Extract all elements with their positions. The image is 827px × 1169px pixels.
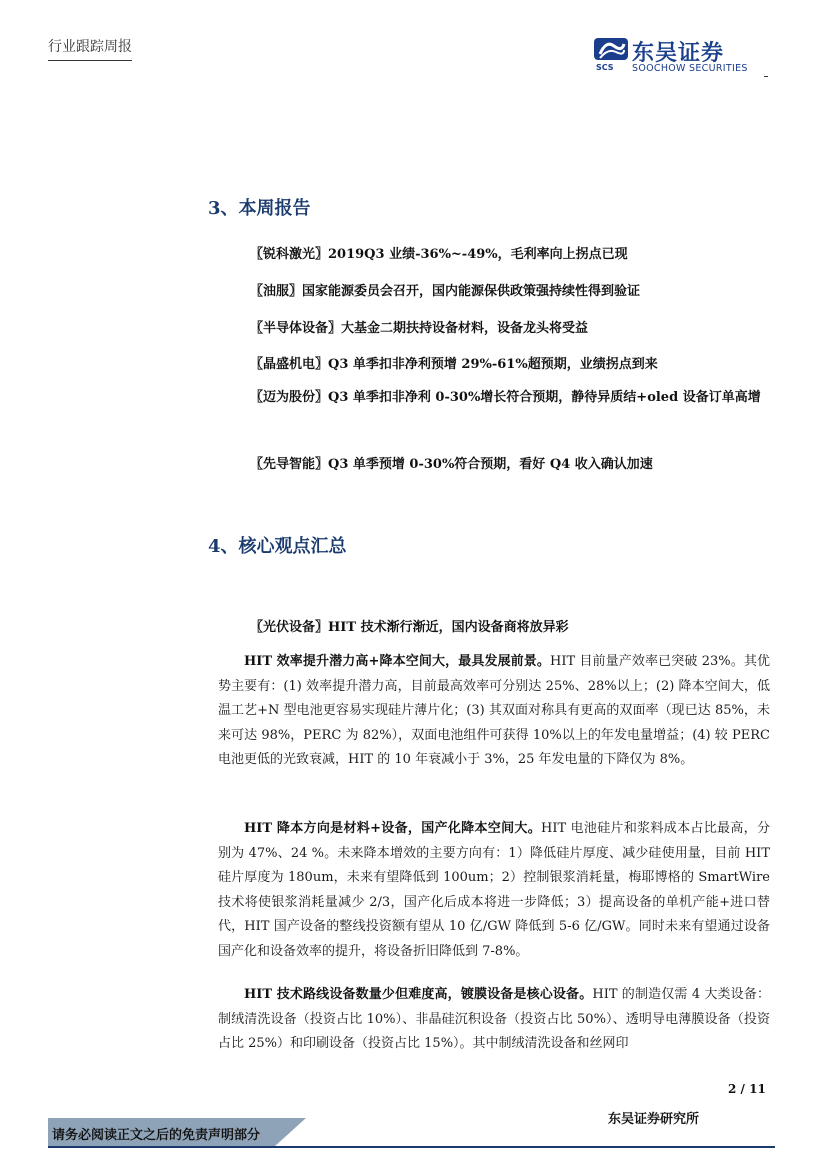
disclaimer-notice: 请务必阅读正文之后的免责声明部分	[52, 1128, 261, 1143]
report-type-label: 行业跟踪周报	[48, 36, 132, 61]
report-item: 〖锐科激光〗2019Q3 业绩-36%~-49%，毛利率向上拐点已现	[250, 247, 628, 262]
report-item: 〖迈为股份〗Q3 单季扣非净利 0-30%增长符合预期，静待异质结+oled 设备订单高增	[250, 390, 761, 405]
paragraph-body: HIT 电池硅片和浆料成本占比最高，分别为 47%、24 %。未来降本增效的主要方向有：1）降低硅片厚度、减少硅使用量，目前 HIT 硅片厚度为 180um，未来有望降低到 100um；2）控制银浆消耗量，梅耶博格的 SmartWire 技术将使银浆消耗量减少 2/3，国产化后成本将进一步降低；3）提高设备的单机产能+进口替代，HIT 国产设备的整线投资额有望从 10 亿/GW 降低到 5-6 亿/GW。同时未来有望通过设备国产化和设备效率的提升，将设备折旧降低到 7-8%。	[218, 821, 770, 959]
section-3-title: 3、本周报告	[208, 198, 311, 219]
paragraph	[218, 650, 770, 773]
scs-logo-icon	[594, 36, 628, 62]
paragraph	[218, 983, 770, 1057]
report-item: 〖油服〗国家能源委员会召开，国内能源保供政策强持续性得到验证	[250, 284, 641, 299]
section-4-title: 4、核心观点汇总	[208, 536, 347, 557]
paragraph	[218, 817, 770, 964]
logo-english-name: SOOCHOW SECURITIES	[632, 63, 748, 74]
page-number: 2 / 11	[728, 1082, 766, 1096]
footer-divider	[48, 1146, 775, 1148]
paragraph-lead: HIT 效率提升潜力高+降本空间大，最具发展前景。	[244, 654, 551, 669]
header-divider	[764, 76, 768, 77]
paragraph-lead: HIT 技术路线设备数量少但难度高，镀膜设备是核心设备。	[244, 987, 593, 1002]
section-4-subtitle: 〖光伏设备〗HIT 技术渐行渐近，国内设备商将放异彩	[250, 620, 569, 635]
report-item: 〖晶盛机电〗Q3 单季扣非净利预增 29%-61%超预期，业绩拐点到来	[250, 357, 658, 372]
logo-chinese-name: 东吴证券	[632, 41, 725, 66]
company-logo	[594, 36, 774, 76]
paragraph-body: HIT 目前量产效率已突破 23%。其优势主要有：(1) 效率提升潜力高，目前最高效率可分别达 25%、28%以上；(2) 降本空间大，低温工艺+N 型电池更容易实现硅片薄片化；(3) 其双面对称具有更高的双面率（现已达 85%，未来可达 98%，PERC 为 82%），双面电池组件可获得 10%以上的年发电量增益；(4) 较 PERC 电池更低的光致衰减，HIT 的 10 年衰减小于 3%，25 年发电量的下降仅为 8%。	[218, 654, 770, 767]
paragraph-lead: HIT 降本方向是材料+设备，国产化降本空间大。	[244, 821, 542, 836]
paragraph-body: HIT 的制造仅需 4 大类设备：制绒清洗设备（投资占比 10%）、非晶硅沉积设备（投资占比 50%）、透明导电薄膜设备（投资占比 25%）和印刷设备（投资占比 15%）。其中制绒清洗设备和丝网印	[218, 987, 770, 1051]
report-item: 〖半导体设备〗大基金二期扶持设备材料，设备龙头将受益	[250, 321, 589, 336]
report-item: 〖先导智能〗Q3 单季预增 0-30%符合预期，看好 Q4 收入确认加速	[250, 457, 653, 472]
logo-abbreviation: SCS	[596, 63, 614, 72]
institute-name: 东吴证券研究所	[608, 1112, 700, 1127]
